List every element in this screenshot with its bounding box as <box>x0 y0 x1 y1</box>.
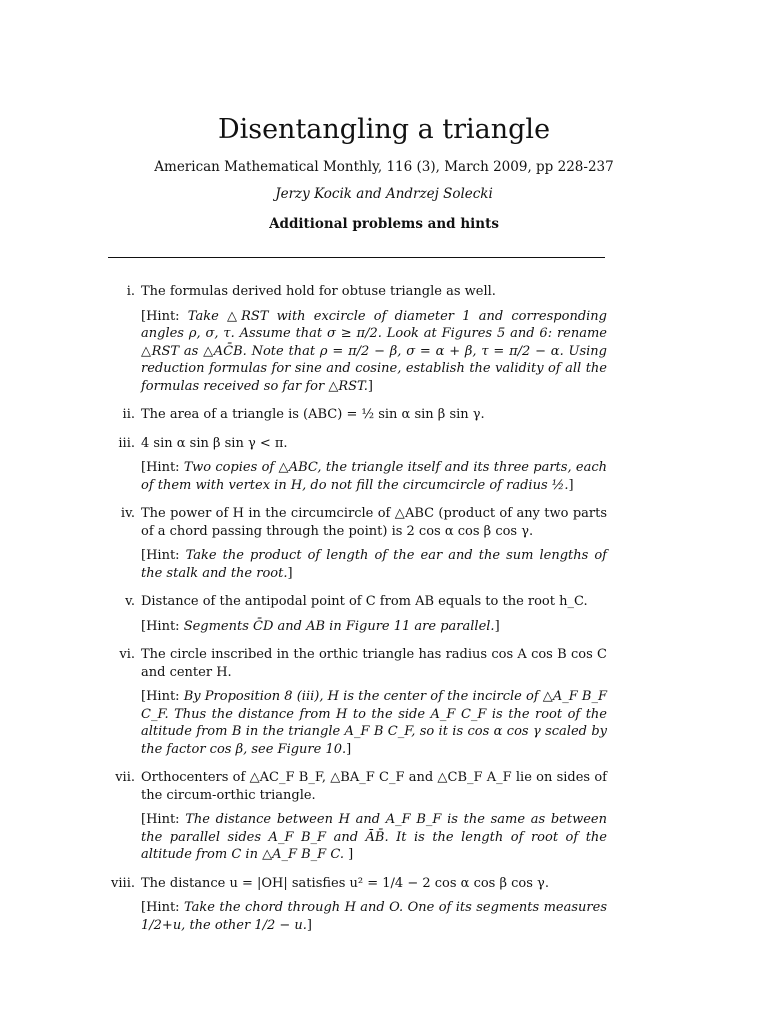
hint-text: Take the chord through H and O. One of its segments measures 1/2+u, the other 1/2 − u. <box>141 900 607 933</box>
problem-body <box>141 769 607 864</box>
authors: Jerzy Kocik and Andrzej Solecki <box>275 186 493 202</box>
problem-hint <box>141 688 607 758</box>
hint-text: Two copies of △ABC, the triangle itself and its three parts, each of them with vertex in H, do not fill the circumcircle of radius ½. <box>141 460 607 493</box>
problem-body <box>141 435 607 495</box>
problem-item <box>0 406 768 424</box>
hint-suffix: ] <box>306 917 312 933</box>
problem-item <box>0 875 768 935</box>
problem-statement: The distance u = |OH| satisfies u² = 1/4 − 2 cos α cos β cos γ. <box>141 875 549 891</box>
problem-statement: The power of H in the circumcircle of △ABC (product of any two parts of a chord passing through the point) is 2 cos α cos β cos γ. <box>141 506 607 539</box>
hint-text: Segments C̄D and AB in Figure 11 are parallel. <box>183 618 495 634</box>
problem-body <box>141 593 607 635</box>
problem-item <box>0 283 768 395</box>
problem-statement: Distance of the antipodal point of C from AB equals to the root h_C. <box>141 594 588 609</box>
problem-number: vii. <box>115 770 135 785</box>
hint-prefix: [Hint: <box>141 460 180 475</box>
problem-hint <box>141 618 607 636</box>
hint-text: By Proposition 8 (iii), H is the center of the incircle of △A_F B_F C_F. Thus the distance from H to the side A_F C_F is the root of the altitude from B in the triangle A_F B C_F, so it is cos α cos γ scaled by the factor cos β, see Figure 10. <box>141 689 607 757</box>
problem-hint <box>141 811 607 864</box>
problem-body <box>141 646 607 758</box>
hint-prefix: [Hint: <box>141 618 180 634</box>
problem-item <box>0 769 768 864</box>
problem-number: iv. <box>120 506 135 521</box>
problem-number: ii. <box>122 407 135 422</box>
problem-body <box>141 283 607 395</box>
problem-statement: 4 sin α sin β sin γ < π. <box>141 435 288 451</box>
problem-body <box>141 875 607 935</box>
problem-hint <box>141 459 607 494</box>
hint-suffix: ] <box>346 741 352 757</box>
problem-number: vi. <box>119 647 135 662</box>
problem-hint <box>141 308 607 396</box>
hint-suffix: ] <box>343 847 354 862</box>
hint-suffix: ] <box>287 565 293 581</box>
problem-item <box>0 505 768 582</box>
hint-suffix: ] <box>568 477 574 493</box>
hint-suffix: ] <box>494 618 500 634</box>
hint-prefix: [Hint: <box>141 689 180 704</box>
problem-statement: The area of a triangle is (ABC) = ½ sin α sin β sin γ. <box>141 407 485 422</box>
hint-prefix: [Hint: <box>141 900 180 915</box>
problem-body <box>141 406 607 424</box>
hint-prefix: [Hint: <box>141 308 180 324</box>
hint-prefix: [Hint: <box>141 548 180 563</box>
problem-list <box>0 283 768 945</box>
problem-statement: The circle inscribed in the orthic triangle has radius cos A cos B cos C and center H. <box>141 647 607 680</box>
hint-suffix: ] <box>367 378 373 394</box>
problem-statement: The formulas derived hold for obtuse triangle as well. <box>141 284 496 299</box>
hint-prefix: [Hint: <box>141 812 180 827</box>
problem-item <box>0 593 768 635</box>
problem-item <box>0 435 768 495</box>
problem-statement: Orthocenters of △AC_F B_F, △BA_F C_F and △CB_F A_F lie on sides of the circum-orthic triangle. <box>141 770 607 803</box>
problem-number: iii. <box>118 435 135 451</box>
problem-item <box>0 646 768 758</box>
problem-number: i. <box>126 284 135 299</box>
hint-text: Take the product of length of the ear and the sum lengths of the stalk and the root. <box>141 548 607 581</box>
problem-hint <box>141 547 607 582</box>
paper-title: Disentangling a triangle <box>217 114 551 145</box>
problem-number: viii. <box>111 875 135 891</box>
problem-hint <box>141 899 607 934</box>
problem-number: v. <box>125 594 135 609</box>
horizontal-rule <box>108 257 605 258</box>
journal-citation: American Mathematical Monthly, 116 (3), March 2009, pp 228-237 <box>154 159 614 175</box>
hint-text: Take △RST with excircle of diameter 1 and corresponding angles ρ, σ, τ. Assume that σ ≥ π/2. Look at Figures 5 and 6: rename △RST as △AC̄B. Note that ρ = π/2 − β, σ = α + β, τ = π/2 − α. Using reduction formulas for sine and cosine, establish the validity of all the formulas received so far for △RST. <box>141 308 607 394</box>
hint-text: The distance between H and A_F B_F is the same as between the parallel sides A_F B_F and ĀB̄. It is the length of root of the altitude from C in △A_F B_F C. <box>141 812 607 862</box>
problem-body <box>141 505 607 582</box>
section-subtitle: Additional problems and hints <box>269 216 499 232</box>
